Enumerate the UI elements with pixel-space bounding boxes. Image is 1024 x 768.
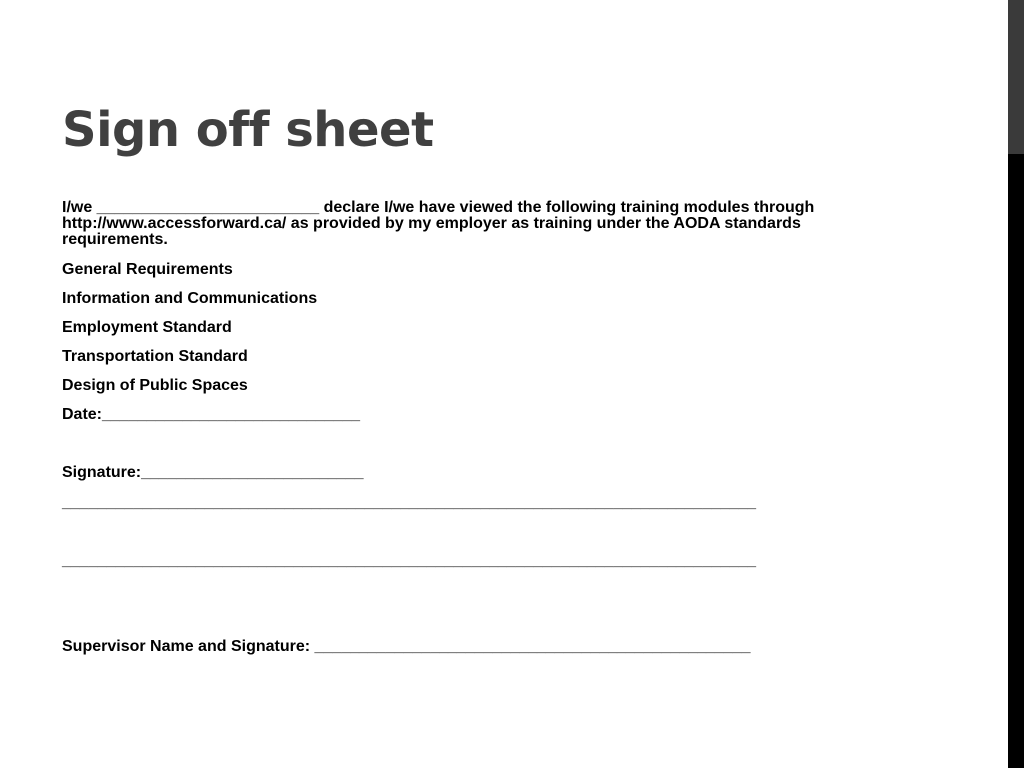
side-accent-bar-top xyxy=(1008,0,1024,154)
module-design-public-spaces: Design of Public Spaces xyxy=(62,377,248,394)
blank-line: ______________________________________________________________________________ xyxy=(62,552,757,569)
date-field: Date:_____________________________ xyxy=(62,406,361,423)
declaration-text: I/we _________________________ declare I/we have viewed the following training modules through http://www.accessforward.ca/ as provided by my employer as training under the AODA standards requirements. xyxy=(62,199,815,248)
module-general-requirements: General Requirements xyxy=(62,261,233,278)
signature-field: Signature:_________________________ xyxy=(62,464,364,481)
supervisor-signature-field: Supervisor Name and Signature: _________________________________________________ xyxy=(62,638,751,655)
blank-line: ______________________________________________________________________________ xyxy=(62,494,757,511)
module-employment-standard: Employment Standard xyxy=(62,319,232,336)
module-information-communications: Information and Communications xyxy=(62,290,318,307)
page-title: Sign off sheet xyxy=(62,102,434,158)
module-transportation-standard: Transportation Standard xyxy=(62,348,248,365)
side-accent-bar-bottom xyxy=(1008,154,1024,768)
